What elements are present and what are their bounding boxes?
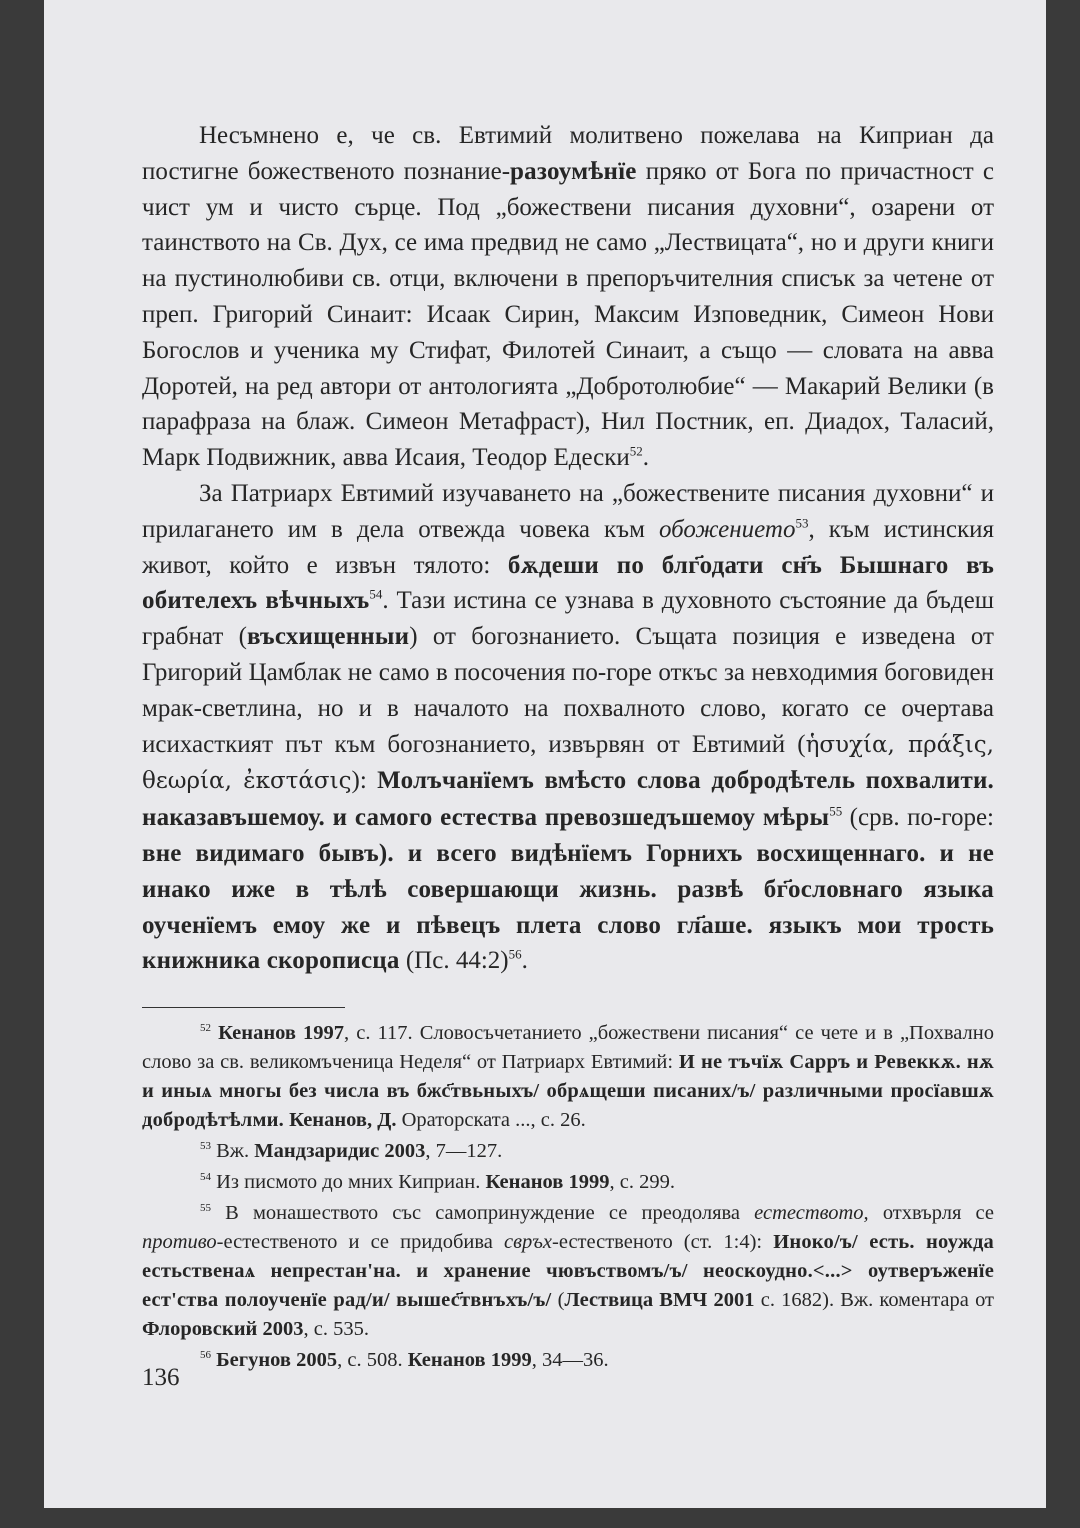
- text-run: естественото и се придобива: [223, 1231, 504, 1254]
- footnote-52: [142, 1019, 994, 1135]
- text-run: . Тази истина се узнава в духовното състояние да бъдеш грабнат (: [142, 587, 994, 651]
- church-slavonic-quote: И не тъчїѫ Сарръ и Ревеккѫ. нѫ и иныѧ многы без числа въ бжс҃твьныхъ/ обрѧщеши писаних/ъ/ различными просїавшѫ добродѣтѣлми.: [142, 1051, 994, 1132]
- text-run: Из писмото до мних Киприан.: [216, 1171, 486, 1194]
- footnote-55: [142, 1199, 994, 1344]
- text-run: Вж.: [216, 1140, 255, 1163]
- church-slavonic-quote: Иноко/ъ/ есть. ноужда естьственаѧ непрестан'на. и хранение чювъствомъ/ъ/ неоскоудно.<...> оутверъженїе ест'ства полоученїе рад/и/ вышес҃твнъхъ/ъ/: [142, 1231, 994, 1312]
- italic-term: обожението: [658, 515, 796, 543]
- text-run: (: [551, 1289, 565, 1312]
- text-run: с. 1682). Вж. коментара от: [754, 1289, 995, 1312]
- text-run: В монашеството със самопринуждение се преодолява: [225, 1202, 755, 1225]
- text-run: , с. 117. Словосъчетанието „божествени писания“ се чете и в „Похвално слово за св. великомъченица Неделя“ от Патриарх Евтимий:: [142, 1022, 994, 1074]
- text-run: , с. 508.: [337, 1349, 408, 1372]
- text-run: , 7—127.: [425, 1140, 503, 1163]
- footnote-ref-56[interactable]: 56: [508, 947, 522, 962]
- church-slavonic-quote: Молъчанїемъ вмѣсто слова добродѣтель похвалити. наказавъшемоу. и самого естества превозшедъшемоу мѣры: [142, 767, 994, 832]
- footnote-number: 54: [200, 1171, 211, 1184]
- text-run: , 34—36.: [531, 1349, 609, 1372]
- greek-terms: ἡσυχία, πράξις, θεωρία, ἐκστάσις: [142, 731, 994, 795]
- text-run: , с. 535.: [303, 1318, 369, 1341]
- footnote-divider: [142, 1007, 345, 1008]
- citation-author: Лествица ВМЧ 2001: [564, 1289, 755, 1312]
- church-slavonic-quote: вне видимаго бывъ). и всего видѣнїемъ Горнихъ восхищеннаго. и не инако иже в тѣлѣ совершающи жизнь. развѣ бг҃ословнаго языка оученїемъ емоу же и пѣвецъ плета слово гл҃аше. языкъ мои трость книжника скорописца: [142, 839, 994, 975]
- italic-term: свръх-: [504, 1231, 559, 1254]
- text-run: Ораторската ..., с. 26.: [396, 1109, 586, 1132]
- text-run: отхвърля се: [868, 1202, 994, 1225]
- citation-author: Флоровский 2003: [142, 1318, 304, 1341]
- text-run: естественото (ст. 1:4):: [558, 1231, 774, 1254]
- text-run: За Патриарх Евтимий изучаването на „божествените писания духовни“ и прилагането им в дела отвежда човека към: [142, 479, 994, 543]
- text-run: .: [642, 444, 650, 472]
- footnote-number: 56: [200, 1349, 211, 1362]
- book-page: [44, 0, 1046, 1508]
- footnote-54: [142, 1168, 994, 1197]
- citation-author: Кенанов, Д.: [289, 1109, 397, 1132]
- text-run: Несъмнено е, че св. Евтимий молитвено пожелава на Киприан да постигне божественото познание-: [142, 122, 994, 185]
- main-text: [142, 118, 994, 1377]
- paragraph-2: [142, 476, 994, 979]
- text-run: ) от богознанието. Същата позиция е изведена от Григорий Цамблак не само в посочения по-горе откъс за невходимия боговиден мрак-светлина, но и в началото на похвалното слово, когато се очертава исихасткият път към богознанието, извървян от Евтимий (: [142, 623, 994, 758]
- text-run: (срв. по-горе:: [842, 804, 994, 832]
- church-slavonic-quote: разоумѣнїе: [510, 157, 637, 185]
- citation-author: Кенанов 1997: [218, 1022, 345, 1045]
- footnote-number: 53: [200, 1140, 211, 1153]
- italic-term: естеството,: [754, 1202, 869, 1225]
- footnote-number: 52: [200, 1022, 211, 1035]
- church-slavonic-quote: бѫдеши по блг҃одати сн҃ъ Бышнаго въ обителехъ вѣчныхъ: [142, 551, 994, 615]
- citation-author: Кенанов 1999: [485, 1171, 610, 1194]
- text-run: (Пс. 44:2): [399, 947, 509, 975]
- citation-author: Мандзаридис 2003: [254, 1140, 426, 1163]
- page-number: 136: [142, 1364, 180, 1391]
- paragraph-1: [142, 118, 994, 476]
- footnote-ref-53[interactable]: 53: [795, 515, 809, 531]
- text-run: пряко от Бога по причастност с чист ум и чисто сърце. Под „божествени писания духовни“, озарени от таинството на Св. Дух, се има предвид не само „Лествицата“, но и други книги на пустинолюбиви св. отци, включени в препоръчителния списък за четене от преп. Григорий Синаит: Исаак Сирин, Максим Изповедник, Симеон Нови Богослов и ученика му Стифат, Филотей Синаит, а също — словата на авва Доротей, на ред автори от антологията „Добротолюбие“ — Макарий Велики (в парафраза на блаж. Симеон Метафраст), Нил Постник, еп. Диадох, Таласий, Марк Подвижник, авва Исаия, Теодор Едески: [142, 157, 994, 472]
- text-run: ):: [351, 767, 378, 795]
- footnote-ref-54[interactable]: 54: [369, 587, 383, 603]
- text-run: , с. 299.: [609, 1171, 675, 1194]
- church-slavonic-quote: въсхищенныи: [246, 623, 410, 651]
- footnote-53: [142, 1137, 994, 1166]
- citation-author: Бегунов 2005: [216, 1349, 338, 1372]
- footnote-number: 55: [200, 1202, 211, 1215]
- footnote-56: [142, 1346, 994, 1375]
- citation-author: Кенанов 1999: [407, 1349, 532, 1372]
- italic-term: противо-: [142, 1231, 224, 1254]
- text-run: .: [521, 947, 528, 975]
- footnote-ref-52[interactable]: 52: [629, 443, 643, 459]
- footnote-ref-55[interactable]: 55: [829, 803, 843, 819]
- text-run: , към истинския живот, който е извън тялото:: [142, 515, 995, 579]
